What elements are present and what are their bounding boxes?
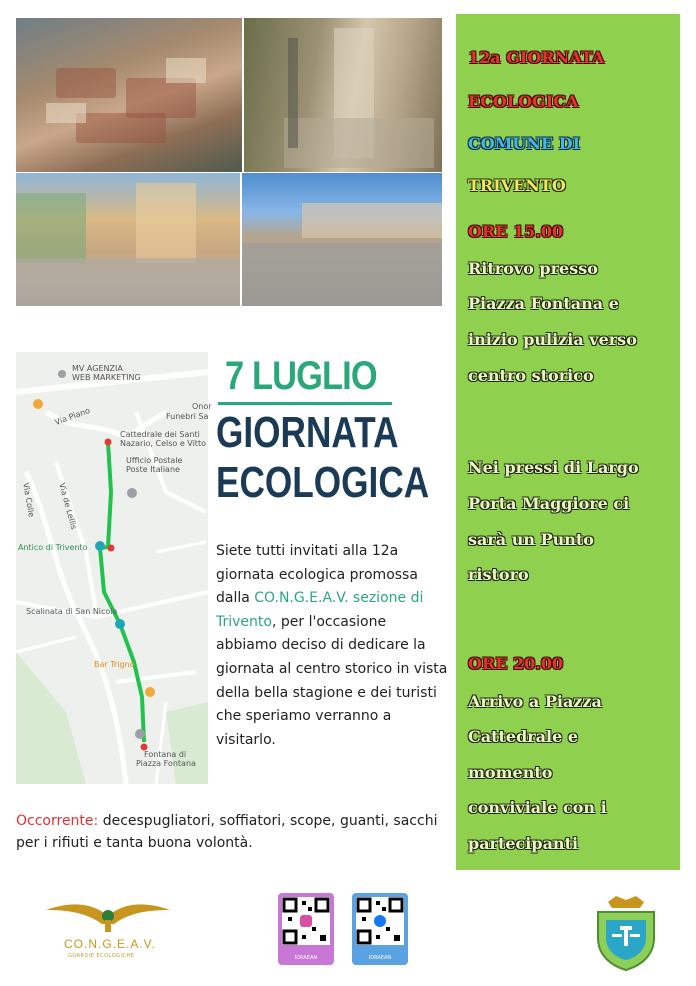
qr-pattern	[356, 897, 404, 945]
desc2-line1: Nei pressi di Largo	[468, 458, 639, 477]
requirements-label: Occorrente:	[16, 813, 99, 829]
desc3-line5: partecipanti	[468, 834, 579, 853]
sidebar-title-line1: 12a GIORNATA	[468, 48, 605, 67]
street-steps-photo	[16, 173, 240, 306]
eagle-logo-icon	[44, 896, 172, 936]
map-label-via-lellis: Via de Lellis	[57, 482, 79, 531]
map-label-cattedrale: Cattedrale dei Santi	[120, 430, 200, 439]
organization-highlight: CO.N.G.E.A.V. sezione di Trivento	[216, 590, 424, 630]
headline-title-line2: ECOLOGICA	[216, 458, 430, 507]
headline-title-line1: GIORNATA	[216, 408, 399, 457]
qr-caption: IDRAEAN	[368, 955, 392, 961]
desc1-line1: Ritrovo presso	[468, 259, 598, 278]
desc3-line4: conviviale con i	[468, 798, 607, 817]
town-aerial-photo	[16, 18, 242, 172]
desc1-line3: inizio pulizia verso	[468, 330, 637, 349]
invitation-text	[216, 540, 450, 752]
map-label-ufficio: Ufficio Postale	[126, 456, 183, 465]
map-label-via-colle: Via Colle	[21, 482, 37, 518]
map-label-antico: Antico di Trivento	[18, 543, 88, 552]
map-label-agency2: WEB MARKETING	[72, 373, 141, 382]
desc3-line3: momento	[468, 763, 553, 782]
desc2-line2: Porta Maggiore ci	[468, 494, 630, 513]
sidebar-title-line2: ECOLOGICA	[468, 92, 579, 111]
map-label-onoranze: Onor	[192, 402, 212, 411]
map-label-scalinata: Scalinata di San Nicola	[26, 607, 118, 616]
route-map	[16, 352, 212, 784]
event-date: 7 LUGLIO	[225, 354, 377, 398]
map-label-via-piano: Via Piano	[53, 405, 92, 428]
facebook-qr-code[interactable]	[352, 893, 408, 965]
invitation-part1: Siete tutti invitati alla 12a giornata ecologica promossa dalla	[216, 543, 418, 607]
program-sidebar	[456, 14, 680, 870]
map-label-cattedrale2: Nazario, Celso e Vitto	[120, 439, 206, 448]
desc1-line4: centro storico	[468, 366, 594, 385]
map-label-piazza-fontana: Piazza Fontana	[136, 759, 196, 768]
requirements-text	[16, 810, 450, 854]
time-2000: ORE 20.00	[468, 654, 564, 673]
invitation-part2: , per l'occasione abbiamo deciso di dedicare la giornata al centro storico in vista della bella stagione e dei turisti che speriamo verranno a visitarlo.	[216, 613, 448, 748]
sidebar-title-line3: COMUNE DI	[468, 134, 581, 153]
time-1500: ORE 15.00	[468, 222, 564, 241]
congeav-logo-text: CO.N.G.E.A.V.	[64, 937, 156, 951]
desc3-line1: Arrivo a Piazza	[468, 692, 602, 711]
piazza-photo	[242, 173, 442, 306]
desc3-line2: Cattedrale e	[468, 727, 579, 746]
instagram-qr-code[interactable]	[278, 893, 334, 965]
map-label-fontana: Fontana di	[144, 750, 187, 759]
requirements-list: decespugliatori, soffiatori, scope, guanti, sacchi per i rifiuti e tanta buona volontà.	[16, 813, 438, 851]
map-label-agency: MV AGENZIA	[72, 364, 123, 373]
desc2-line4: ristoro	[468, 565, 529, 584]
sidebar-title-line4: TRIVENTO	[468, 176, 566, 195]
qr-pattern	[282, 897, 330, 945]
congeav-logo-subtext: GUARDIE ECOLOGICHE	[68, 953, 135, 959]
alley-stairs-photo	[244, 18, 442, 172]
map-label-funebri: Funebri Sa	[166, 412, 209, 421]
map-label-bar: Bar Trigno	[94, 660, 135, 669]
trivento-coat-of-arms-icon	[594, 894, 658, 972]
map-label-poste: Poste Italiane	[126, 465, 180, 474]
desc2-line3: sarà un Punto	[468, 530, 594, 549]
desc1-line2: Piazza Fontana e	[468, 294, 619, 313]
qr-caption: IDRAEAN	[294, 955, 318, 961]
